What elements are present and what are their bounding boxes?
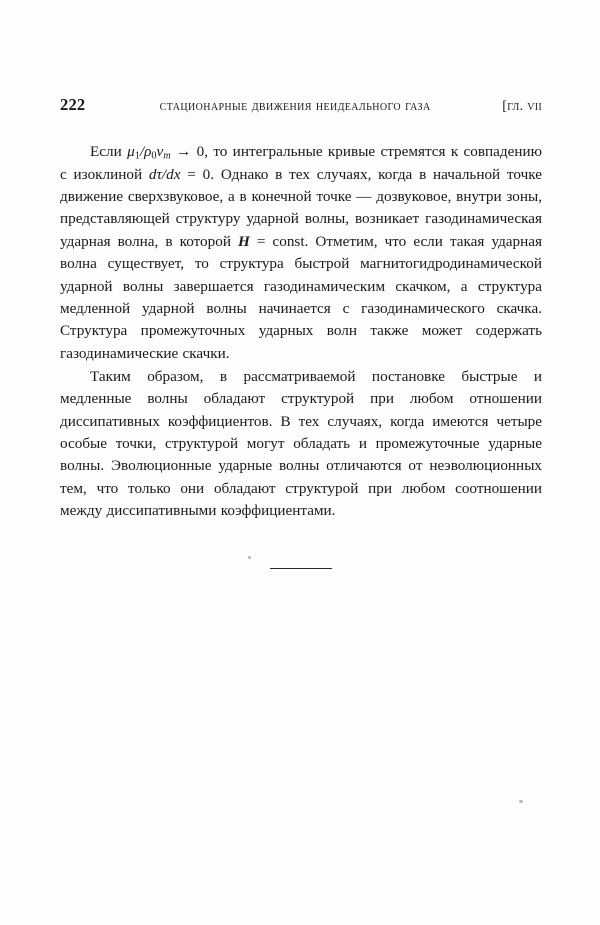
p1-symbol-h: H xyxy=(238,232,250,250)
p1-arrow-zero: → 0 xyxy=(170,143,205,160)
chapter-marker: [гл. vii xyxy=(502,99,542,114)
p1-formula-equals-zero: = 0 xyxy=(180,165,211,183)
p1-text-b: , то интегральные кривые стремятся к совпадению с изоклиной xyxy=(60,143,542,183)
p1-formula-dtau-dx: dτ/dx xyxy=(148,165,181,183)
p1-formula-h-const: = const xyxy=(249,232,305,250)
p1-text-a: Если xyxy=(90,143,128,160)
scan-speck xyxy=(248,556,251,559)
page-content xyxy=(60,95,542,569)
section-divider xyxy=(270,568,332,569)
paragraph-2: Таким образом, в рассматриваемой постановке быстрые и медленные волны обладают структурой при любом отношении диссипативных коэффициентов. В тех случаях, когда имеются четыре особые точки, структурой могут обладать и промежуточные ударные волны. Эволюционные ударные волны отличаются от неэволюционных тем, что только они обладают структурой при любом соотношении между диссипативными коэффициентами. xyxy=(60,367,542,519)
p1-text-c: . Однако в тех случаях, когда в начальной точке движение сверхзвуковое, а в конечной точке — дозвуковое, внутри зоны, представляющей структуру ударной волны, возникает газодинамическая ударная волна, в которой xyxy=(60,165,542,250)
p1-symbol-v: v xyxy=(156,143,164,160)
p1-symbol-v-sub: m xyxy=(163,150,171,162)
running-title: стационарные движения неидеального газа xyxy=(159,98,431,114)
page-number: 222 xyxy=(60,95,86,114)
p1-symbol-rho: /ρ xyxy=(139,143,152,160)
section-divider-wrap xyxy=(60,568,542,569)
paragraph-1 xyxy=(60,141,542,365)
scan-speck xyxy=(519,800,523,803)
p1-symbol-rho-sub: 0 xyxy=(151,150,157,162)
p1-symbol-mu: μ xyxy=(127,143,135,160)
running-head xyxy=(60,95,542,115)
p1-text-d: . Отметим, что если такая ударная волна существует, то структура быстрой магнитогидродинамической ударной волны завершается газодинамическим скачком, а структура медленной ударной волны начинается с газодинамического скачка. Структура промежуточных ударных волн также может содержать газодинамические скачки. xyxy=(60,232,542,362)
p1-symbol-mu-sub: 1 xyxy=(134,150,140,162)
